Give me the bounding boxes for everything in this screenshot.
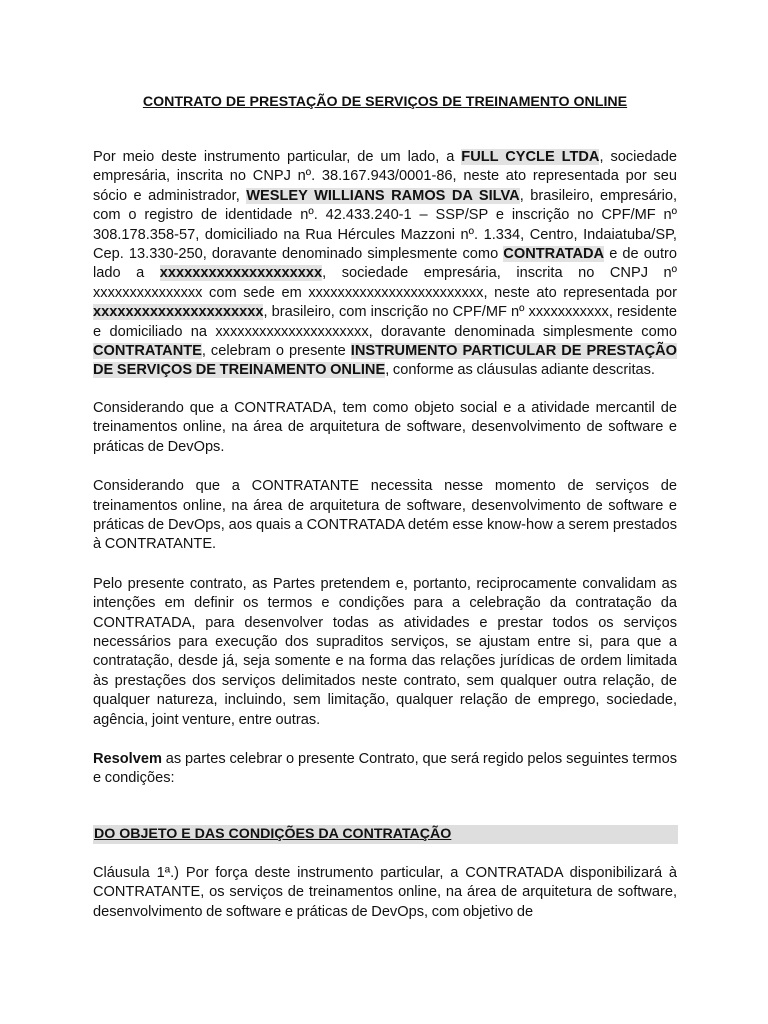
resolve-paragraph [93, 750, 677, 789]
contratada-label: CONTRATADA [503, 246, 605, 263]
document-title: CONTRATO DE PRESTAÇÃO DE SERVIÇOS DE TREINAMENTO ONLINE [142, 94, 628, 110]
clause-1-paragraph: Cláusula 1ª.) Por força deste instrumento particular, a CONTRATADA disponibilizará à CONTRATANTE, os serviços de treinamentos online, na área de arquitetura de software, desenvolvimento de software e práticas de DevOps, com objetivo de [93, 864, 677, 920]
resolve-text: as partes celebrar o presente Contrato, que será regido pelos seguintes termos e condições: [93, 750, 677, 787]
preamble-text-3: , brasileiro, empresário, com o registro de identidade nº. 42.433.240-1 – SSP/SP e inscrição no CPF/MF nº 308.178.358-57, domiciliado na Rua Hércules Mazzoni nº. 1.334, Centro, Indaiatuba/SP, Cep. 13.330-250, doravante denominado simplesmente como [93, 187, 678, 263]
preamble-text-5: , sociedade empresária, inscrita no CNPJ nº xxxxxxxxxxxxxxx com sede em xxxxxxxxxxxxxxxxxxxxxxxx, neste ato representada por [93, 265, 677, 301]
considering-paragraph-1: Considerando que a CONTRATADA, tem como objeto social e a atividade mercantil de treinamentos online, na área de arquitetura de software, desenvolvimento de software e práticas de DevOps. [93, 399, 677, 455]
preamble-text-6: , brasileiro, com inscrição no CPF/MF nº xxxxxxxxxxx, residente e domiciliado na xxxxxxxxxxxxxxxxxxxxx, doravante denominada simplesmente como [93, 304, 677, 340]
contratante-label: CONTRATANTE [93, 343, 202, 360]
agreement-paragraph: Pelo presente contrato, as Partes pretendem e, portanto, reciprocamente convalidam as intenções em definir os termos e condições para a celebração da contratação da CONTRATADA, para desenvolver todas as atividades e prestar todos os serviços necessários para execução dos supraditos serviços, se ajustam entre si, para que a contratação, desde já, seja somente e na forma das relações jurídicas de ordem limitada às prestações dos serviços delimitados neste contrato, sem qualquer outra relação, de qualquer natureza, incluindo, sem limitação, qualquer relação de emprego, sociedade, agência, joint venture, entre outras. [93, 575, 677, 728]
resolve-keyword: Resolvem [93, 750, 162, 767]
preamble-text-7: , celebram o presente [201, 343, 351, 360]
preamble-paragraph [93, 148, 677, 381]
contratante-representative: xxxxxxxxxxxxxxxxxxxxx [93, 304, 264, 321]
instrument-title: INSTRUMENTO PARTICULAR DE PRESTAÇÃO DE SERVIÇOS DE TREINAMENTO ONLINE [93, 343, 677, 379]
contratante-name: xxxxxxxxxxxxxxxxxxxx [159, 265, 323, 282]
preamble-text-2: , sociedade empresária, inscrita no CNPJ nº. 38.167.943/0001-86, neste ato representada por seu sócio e administrador, [93, 149, 677, 204]
contratada-name: FULL CYCLE LTDA [461, 149, 600, 165]
representative-name: WESLEY WILLIANS RAMOS DA SILVA [246, 187, 520, 204]
preamble-text-4: e de outro lado a [93, 246, 678, 282]
preamble-text-8: , conforme as cláusulas adiante descritas. [385, 362, 655, 379]
preamble-text-1: Por meio deste instrumento particular, de um lado, a [93, 149, 462, 165]
considering-paragraph-2: Considerando que a CONTRATANTE necessita nesse momento de serviços de treinamentos online, na área de arquitetura de software, desenvolvimento de software e práticas de DevOps, aos quais a CONTRATADA detém esse know-how a serem prestados à CONTRATANTE. [93, 478, 677, 553]
section-heading: DO OBJETO E DAS CONDIÇÕES DA CONTRATAÇÃO [93, 825, 678, 844]
